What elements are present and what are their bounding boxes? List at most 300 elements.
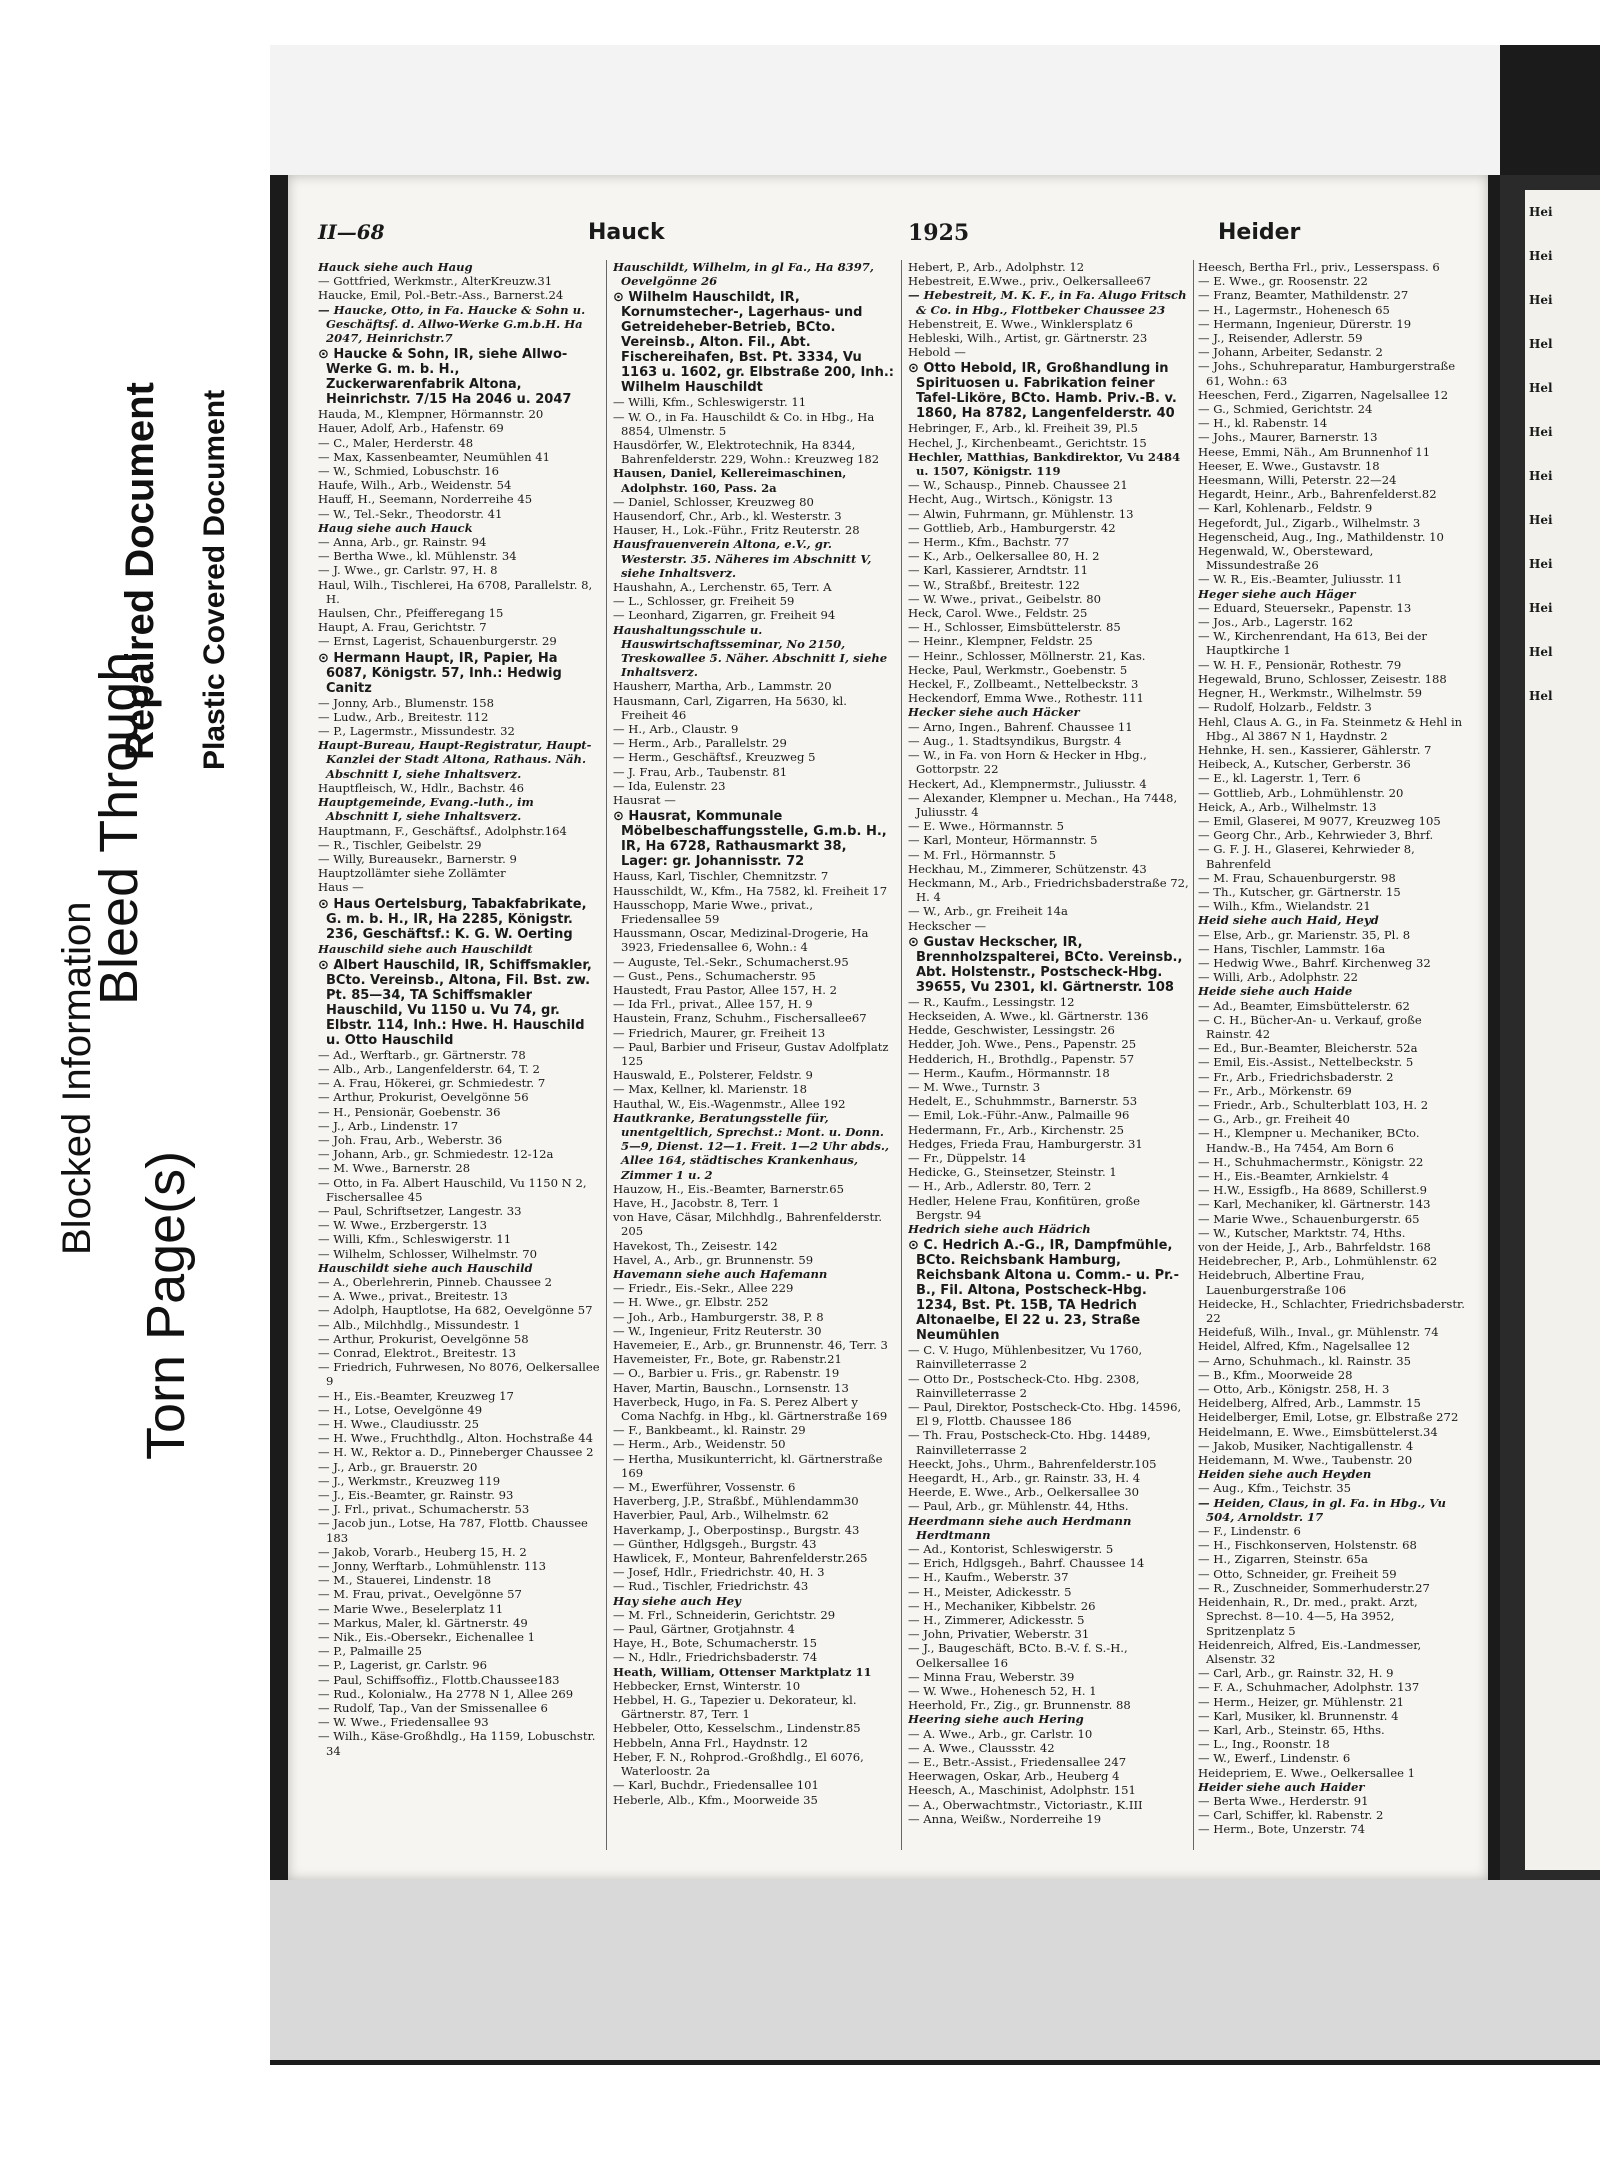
directory-entry: — Ludw., Arb., Breitestr. 112 <box>318 709 489 724</box>
directory-entry: Hegenwald, W., Obersteward, Missundestraße 26 <box>1198 544 1374 573</box>
directory-entry: — E. Wwe., Hörmannstr. 5 <box>908 819 1064 834</box>
directory-entry: — Auguste, Tel.-Sekr., Schumacherst.95 <box>613 954 849 969</box>
directory-entry: Heid siehe auch Haid, Heyd <box>1198 913 1379 928</box>
directory-entry: Haul, Wilh., Tischlerei, Ha 6708, Parallelstr. 8, H. <box>318 577 593 606</box>
facing-page-text: Hei <box>1529 469 1553 483</box>
directory-entry: — Otto, in Fa. Albert Hauschild, Vu 1150 N 2, Fischersallee 45 <box>318 1175 587 1204</box>
directory-entry: — Daniel, Schlosser, Kreuzweg 80 <box>613 494 814 509</box>
directory-entry: Heidel, Alfred, Kfm., Nagelsallee 12 <box>1198 1339 1411 1354</box>
facing-page-text: Hel <box>1529 645 1553 659</box>
directory-entry: Hegefordt, Jul., Zigarb., Wilhelmstr. 3 <box>1198 515 1421 530</box>
directory-entry: — Karl, Buchdr., Friedensallee 101 <box>613 1778 819 1793</box>
directory-entry: Hay siehe auch Hey <box>613 1593 741 1608</box>
directory-entry: — G., Schmied, Gerichtstr. 24 <box>1198 402 1373 417</box>
directory-entry: — Jakob, Musiker, Nachtigallenstr. 4 <box>1198 1438 1414 1453</box>
directory-entry: — Friedrich, Fuhrwesen, No 8076, Oelkersallee 9 <box>318 1360 600 1389</box>
directory-entry: Hedderich, H., Brothdlg., Papenstr. 57 <box>908 1051 1135 1066</box>
directory-entry: — Gottfried, Werkmstr., AlterKreuzw.31 <box>318 274 553 289</box>
directory-entry: Hechler, Matthias, Bankdirektor, Vu 2484 u. 1507, Königstr. 119 <box>908 449 1181 479</box>
directory-entry: — Karl, Mechaniker, kl. Gärtnerstr. 143 <box>1198 1197 1431 1212</box>
directory-entry: — L., Ing., Roonstr. 18 <box>1198 1737 1330 1752</box>
directory-entry: — H., Kaufm., Weberstr. 37 <box>908 1570 1069 1585</box>
directory-entry: — H. W., Rektor a. D., Pinneberger Chaussee 2 <box>318 1445 594 1460</box>
directory-entry: — Friedr., Eis.-Sekr., Allee 229 <box>613 1281 794 1296</box>
directory-entry: — P., Lagerist, gr. Carlstr. 96 <box>318 1658 488 1673</box>
directory-entry: — P., Lagermstr., Missundestr. 32 <box>318 724 515 739</box>
directory-entry: — W., Tel.-Sekr., Theodorstr. 41 <box>318 506 503 521</box>
directory-entry: — W. Wwe., Friedensallee 93 <box>318 1715 489 1730</box>
directory-entry: — Johs., Schuhreparatur, Hamburgerstraße 61, Wohn.: 63 <box>1198 359 1456 388</box>
right-keyword: Heider <box>1218 220 1301 245</box>
directory-entry: Heckmann, M., Arb., Friedrichsbaderstraße 72, H. 4 <box>908 875 1189 905</box>
facing-page-text: Hei <box>1529 425 1553 439</box>
directory-entry: — Josef, Hdlr., Friedrichstr. 40, H. 3 <box>613 1565 825 1580</box>
directory-entry: Heerwagen, Oskar, Arb., Heuberg 4 <box>908 1769 1120 1784</box>
directory-entry: Haver, Martin, Bauschn., Lornsenstr. 13 <box>613 1380 849 1395</box>
directory-entry: Heckert, Ad., Klempnermstr., Juliusstr. 4 <box>908 776 1147 791</box>
directory-entry: Hebleski, Wilh., Artist, gr. Gärtnerstr. 23 <box>908 331 1148 346</box>
page-number: II—68 <box>318 220 385 244</box>
facing-page-fragment <box>1525 190 1600 1870</box>
directory-entry: Hechel, J., Kirchenbeamt., Gerichtstr. 15 <box>908 435 1147 450</box>
directory-entry: ⊙ Haus Oertelsburg, Tabakfabrikate, G. m. b. H., IR, Ha 2285, Königstr. 236, Geschäftsf.: K. G. W. Oerting <box>318 896 587 942</box>
directory-entry: Hauptfleisch, W., Hdlr., Bachstr. 46 <box>318 780 525 795</box>
directory-entry: — H., Schlosser, Eimsbüttelerstr. 85 <box>908 620 1121 635</box>
directory-entry: — Leonhard, Zigarren, gr. Freiheit 94 <box>613 608 836 623</box>
facing-page-text: Hei <box>1529 293 1553 307</box>
directory-entry: Havekost, Th., Zeisestr. 142 <box>613 1238 778 1253</box>
directory-entry: Heiden siehe auch Heyden <box>1198 1467 1372 1482</box>
directory-entry: Havemann siehe auch Hafemann <box>613 1266 828 1281</box>
directory-entry: ⊙ Gustav Heckscher, IR, Brennholzspalterei, BCto. Vereinsb., Abt. Holstenstr., Postscheck-Hbg. 39655, Vu 2301, kl. Gärtnerstr. 108 <box>908 934 1183 995</box>
directory-entry: — Wilhelm, Schlosser, Wilhelmstr. 70 <box>318 1246 537 1261</box>
directory-entry: — H., Zimmerer, Adickesstr. 5 <box>908 1613 1085 1628</box>
directory-entry: — H., Eis.-Beamter, Arnkielstr. 4 <box>1198 1169 1389 1183</box>
directory-entry: ⊙ Wilhelm Hauschildt, IR, Kornumstecher-, Lagerhaus- und Getreideheber-Betrieb, BCto. Vereinsb., Alton. Fil., Abt. Fischereihafen, Bst. Pt. 3334, Vu 1163 u. 1602, gr. Elbstraße 200, Inh.: Wilhelm Hauschildt <box>613 290 894 396</box>
directory-entry: — W., Arb., gr. Freiheit 14a <box>908 904 1068 919</box>
directory-entry: Heckhau, M., Zimmerer, Schützenstr. 43 <box>908 861 1147 876</box>
directory-entry: — P., Palmaille 25 <box>318 1644 423 1659</box>
directory-entry: — H. Wwe., Claudiusstr. 25 <box>318 1417 480 1431</box>
directory-entry: Hebringer, F., Arb., kl. Freiheit 39, Pl.5 <box>908 421 1139 436</box>
directory-entry: — H., Lotse, Oevelgönne 49 <box>318 1402 483 1417</box>
directory-entry: — O., Barbier u. Fris., gr. Rabenstr. 19 <box>613 1366 840 1381</box>
directory-entry: — Alb., Milchhdlg., Missundestr. 1 <box>318 1317 521 1332</box>
directory-entry: Hauschildt, Wilhelm, in gl Fa., Ha 8397, Oevelgönne 26 <box>613 260 874 289</box>
directory-entry: — Joh. Frau, Arb., Weberstr. 36 <box>318 1132 503 1147</box>
directory-entry: Haverberg, J.P., Straßbf., Mühlendamm30 <box>613 1494 859 1509</box>
directory-entry: — Willi, Kfm., Schleswigerstr. 11 <box>318 1232 512 1247</box>
directory-entry: — Herm., Kaufm., Hörmannstr. 18 <box>908 1065 1110 1080</box>
facing-page-text: Hei <box>1529 205 1553 219</box>
directory-entry: — Johann, Arb., gr. Schmiedestr. 12-12a <box>318 1147 554 1162</box>
directory-entry: ⊙ C. Hedrich A.-G., IR, Dampfmühle, BCto. Reichsbank Hamburg, Reichsbank Altona u. Comm.- u. Pr.-B., Fil. Altona, Postscheck-Hbg. 1234, Bst. Pt. 15B, TA Hedrich Altonaelbe, El 22 u. 23, Straße Neumühlen <box>908 1238 1179 1344</box>
directory-entry: — Karl, Monteur, Hörmannstr. 5 <box>908 833 1098 848</box>
scan-bottom-margin <box>270 1880 1600 2060</box>
directory-entry: — Fr., Arb., Mörkenstr. 69 <box>1198 1083 1352 1098</box>
directory-entry: — H. Wwe., Fruchthdlg., Alton. Hochstraße 44 <box>318 1431 593 1446</box>
directory-entry: Heerde, E. Wwe., Arb., Oelkersallee 30 <box>908 1485 1139 1500</box>
directory-entry: — W. Wwe., privat., Geibelstr. 80 <box>908 591 1101 606</box>
facing-page-text: Hel <box>1529 689 1553 703</box>
directory-entry: — Carl, Arb., gr. Rainstr. 32, H. 9 <box>1198 1666 1394 1681</box>
directory-entry: Hedrich siehe auch Hädrich <box>908 1221 1091 1236</box>
directory-entry: — Marie Wwe., Beselerplatz 11 <box>318 1601 504 1616</box>
directory-entry: Heeckt, Johs., Uhrm., Bahrenfelderstr.105 <box>908 1456 1157 1471</box>
directory-entry: Hauda, M., Klempner, Hörmannstr. 20 <box>318 407 544 422</box>
directory-entry: — E., Betr.-Assist., Friedensallee 247 <box>908 1755 1127 1770</box>
directory-entry: Hauser, H., Lok.-Führ., Fritz Reuterstr. 28 <box>613 523 860 538</box>
directory-entry: Hausschopp, Marie Wwe., privat., Friedensallee 59 <box>613 897 814 926</box>
directory-entry: — C., Maler, Herderstr. 48 <box>318 435 474 450</box>
directory-entry: Hausdörfer, W., Elektrotechnik, Ha 8344, Bahrenfelderstr. 229, Wohn.: Kreuzweg 182 <box>613 438 880 467</box>
blocked-information-label: Blocked Information <box>55 901 99 1255</box>
directory-entry: Haulsen, Chr., Pfeifferegang 15 <box>318 606 504 621</box>
directory-entry: Heibeck, A., Kutscher, Gerberstr. 36 <box>1198 757 1411 772</box>
directory-entry: Haupt-Bureau, Haupt-Registratur, Haupt-Kanzlei der Stadt Altona, Rathaus. Näh. Abschnitt I, siehe Inhaltsverz. <box>318 738 592 781</box>
directory-entry: — W., Ingenieur, Fritz Reuterstr. 30 <box>613 1323 822 1338</box>
directory-entry: — Karl, Arb., Steinstr. 65, Hths. <box>1198 1722 1385 1737</box>
directory-entry: — Paul, Arb., gr. Mühlenstr. 44, Hths. <box>908 1499 1129 1514</box>
bleed-through-label: Bleed Through <box>89 651 149 1005</box>
directory-entry: — Gottlieb, Arb., Lohmühlenstr. 20 <box>1198 785 1404 800</box>
directory-entry: Haussmann, Oscar, Medizinal-Drogerie, Ha 3923, Friedensallee 6, Wohn.: 4 <box>613 926 869 955</box>
directory-entry: Hauss, Karl, Tischler, Chemnitzstr. 7 <box>613 869 829 884</box>
directory-entry: — Nik., Eis.-Obersekr., Eichenallee 1 <box>318 1630 535 1645</box>
directory-entry: Hedde, Geschwister, Lessingstr. 26 <box>908 1023 1115 1038</box>
directory-entry: — John, Privatier, Weberstr. 31 <box>908 1627 1090 1642</box>
directory-entry: Heidefuß, Wilh., Inval., gr. Mühlenstr. 74 <box>1198 1325 1439 1340</box>
directory-entry: Hedicke, G., Steinsetzer, Steinstr. 1 <box>908 1165 1117 1180</box>
directory-entry: Hauthal, W., Eis.-Wagenmstr., Allee 192 <box>613 1096 846 1111</box>
directory-entry: Hauzow, H., Eis.-Beamter, Barnerstr.65 <box>613 1181 844 1196</box>
directory-entry: Heidelberger, Emil, Lotse, gr. Elbstraße 272 <box>1198 1410 1459 1425</box>
directory-column-3 <box>908 260 1190 1860</box>
directory-entry: — H. Wwe., gr. Elbstr. 252 <box>613 1295 769 1310</box>
directory-entry: — Wilh., Käse-Großhdlg., Ha 1159, Lobuschstr. 34 <box>318 1729 596 1758</box>
directory-entry: — Alwin, Fuhrmann, gr. Mühlenstr. 13 <box>908 506 1134 521</box>
directory-entry: — G., Arb., gr. Freiheit 40 <box>1198 1112 1350 1127</box>
directory-entry: — W. H. F., Pensionär, Rothestr. 79 <box>1198 657 1402 672</box>
directory-entry: — J. Frau, Arb., Taubenstr. 81 <box>613 764 788 779</box>
directory-entry: Heerhold, Fr., Zig., gr. Brunnenstr. 88 <box>908 1698 1131 1713</box>
directory-entry: — E., kl. Lagerstr. 1, Terr. 6 <box>1198 771 1361 786</box>
directory-entry: — H., Zigarren, Steinstr. 65a <box>1198 1552 1368 1567</box>
directory-entry: — M. Frl., Schneiderin, Gerichtstr. 29 <box>613 1607 836 1622</box>
directory-entry: — Minna Frau, Weberstr. 39 <box>908 1669 1075 1684</box>
directory-entry: — Willy, Bureausekr., Barnerstr. 9 <box>318 851 517 866</box>
directory-entry: — C. V. Hugo, Mühlenbesitzer, Vu 1760, Rainvilleterrasse 2 <box>908 1343 1143 1372</box>
directory-entry: — J., Eis.-Beamter, gr. Rainstr. 93 <box>318 1488 514 1503</box>
directory-entry: Heering siehe auch Hering <box>908 1712 1084 1727</box>
directory-entry: Heckel, F., Zollbeamt., Nettelbeckstr. 3 <box>908 677 1139 692</box>
directory-entry: Heck, Carol. Wwe., Feldstr. 25 <box>908 606 1088 621</box>
directory-entry: — J. Frl., privat., Schumacherstr. 53 <box>318 1502 530 1517</box>
directory-entry: Hawlicek, F., Monteur, Bahrenfelderstr.265 <box>613 1551 868 1566</box>
facing-page-text: Hel <box>1529 381 1553 395</box>
left-keyword: Hauck <box>588 220 665 245</box>
directory-entry: Have, H., Jacobstr. 8, Terr. 1 <box>613 1195 780 1210</box>
directory-entry: Hedler, Helene Frau, Konfitüren, große Bergstr. 94 <box>908 1193 1140 1222</box>
directory-entry: — B., Kfm., Moorweide 28 <box>1198 1367 1353 1382</box>
directory-entry: — Friedrich, Maurer, gr. Freiheit 13 <box>613 1025 826 1040</box>
directory-entry: Hausmann, Carl, Zigarren, Ha 5630, kl. Freiheit 46 <box>613 693 847 722</box>
directory-entry: Hedelt, E., Schuhmmstr., Barnerstr. 53 <box>908 1094 1138 1109</box>
directory-entry: — Karl, Kohlenarb., Feldstr. 9 <box>1198 501 1373 516</box>
directory-entry: — J., Arb., Lindenstr. 17 <box>318 1118 459 1133</box>
directory-entry: — Friedr., Arb., Schulterblatt 103, H. 2 <box>1198 1097 1429 1112</box>
directory-column-2 <box>613 260 895 1860</box>
directory-entry: — Alexander, Klempner u. Mechan., Ha 7448, Juliusstr. 4 <box>908 790 1178 819</box>
directory-entry: Hedges, Frieda Frau, Hamburgerstr. 31 <box>908 1136 1143 1151</box>
directory-entry: — Günther, Hdlgsgeh., Burgstr. 43 <box>613 1536 817 1551</box>
directory-entry: — Otto, Schneider, gr. Freiheit 59 <box>1198 1566 1397 1581</box>
directory-entry: Heidelmann, E. Wwe., Eimsbüttelerst.34 <box>1198 1424 1438 1439</box>
directory-entry: Heesch, A., Maschinist, Adolphstr. 151 <box>908 1783 1136 1798</box>
directory-entry: — H., Meister, Adickesstr. 5 <box>908 1584 1072 1599</box>
directory-entry: — Carl, Schiffer, kl. Rabenstr. 2 <box>1198 1808 1384 1823</box>
directory-entry: — J., Baugeschäft, BCto. B.-V. f. S.-H., Oelkersallee 16 <box>908 1641 1128 1670</box>
directory-entry: — Aug., 1. Stadtsyndikus, Burgstr. 4 <box>908 733 1122 748</box>
directory-entry: Hauptmann, F., Geschäftsf., Adolphstr.164 <box>318 823 567 838</box>
directory-entry: Havemeister, Fr., Bote, gr. Rabenstr.21 <box>613 1352 842 1367</box>
directory-entry: — Marie Wwe., Schauenburgerstr. 65 <box>1198 1211 1420 1226</box>
directory-entry: — Th., Kutscher, gr. Gärtnerstr. 15 <box>1198 884 1401 899</box>
directory-entry: — Ed., Bur.-Beamter, Bleicherstr. 52a <box>1198 1041 1418 1056</box>
directory-entry: Heidecke, H., Schlachter, Friedrichsbaderstr. 22 <box>1198 1296 1465 1326</box>
directory-entry: Heidemann, M. Wwe., Taubenstr. 20 <box>1198 1453 1413 1468</box>
directory-entry: — Arthur, Prokurist, Oevelgönne 58 <box>318 1331 529 1346</box>
directory-entry: Heidenreich, Alfred, Eis.-Landmesser, Alsenstr. 32 <box>1198 1637 1422 1666</box>
directory-entry: Haufe, Wilh., Arb., Weidenstr. 54 <box>318 478 512 493</box>
directory-entry: von der Heide, J., Arb., Bahrfeldstr. 168 <box>1198 1240 1431 1255</box>
directory-entry: — F., Bankbeamt., kl. Rainstr. 29 <box>613 1423 806 1438</box>
directory-entry: — Herm., Bote, Unzerstr. 74 <box>1198 1822 1365 1837</box>
directory-entry: Hausherr, Martha, Arb., Lammstr. 20 <box>613 679 832 694</box>
directory-entry: — Erich, Hdlgsgeh., Bahrf. Chaussee 14 <box>908 1556 1145 1571</box>
directory-entry: Heckscher — <box>908 918 987 933</box>
directory-entry: — M. Frau, Schauenburgerstr. 98 <box>1198 870 1396 885</box>
directory-entry: — Haucke, Otto, in Fa. Haucke & Sohn u. Geschäftsf. d. Allwo-Werke G.m.b.H. Ha 2047, Heinrichstr.7 <box>318 302 586 346</box>
directory-entry: Heidepriem, E. Wwe., Oelkersallee 1 <box>1198 1765 1416 1780</box>
directory-entry: — Heinr., Klempner, Feldstr. 25 <box>908 634 1093 649</box>
directory-page <box>288 175 1488 1880</box>
directory-entry: — Emil, Lok.-Führ.-Anw., Palmaille 96 <box>908 1108 1130 1123</box>
directory-entry: Hauschildt siehe auch Hauschild <box>318 1260 533 1275</box>
directory-entry: — A., Oberlehrerin, Pinneb. Chaussee 2 <box>318 1274 553 1289</box>
directory-entry: Hauer, Adolf, Arb., Hafenstr. 69 <box>318 421 504 436</box>
directory-entry: — Paul, Direktor, Postscheck-Cto. Hbg. 14596, El 9, Flottb. Chaussee 186 <box>908 1400 1182 1429</box>
directory-entry: — F. A., Schuhmacher, Adolphstr. 137 <box>1198 1680 1420 1695</box>
directory-entry: Haupt, A. Frau, Gerichtstr. 7 <box>318 620 487 635</box>
directory-entry: — H., Mechaniker, Kibbelstr. 26 <box>908 1598 1096 1613</box>
directory-entry: — Karl, Kassierer, Arndtstr. 11 <box>908 563 1089 578</box>
directory-entry: — Willi, Arb., Adolphstr. 22 <box>1198 970 1358 985</box>
year: 1925 <box>908 220 970 246</box>
directory-entry: — W., Straßbf., Breitestr. 122 <box>908 577 1080 592</box>
directory-entry: — Emil, Eis.-Assist., Nettelbeckstr. 5 <box>1198 1055 1414 1070</box>
directory-entry: — Franz, Beamter, Mathildenstr. 27 <box>1198 288 1409 303</box>
directory-entry: Hebbecker, Ernst, Winterstr. 10 <box>613 1678 801 1693</box>
directory-entry: Heesmann, Willi, Peterstr. 22—24 <box>1198 473 1397 488</box>
directory-entry: Haucke, Emil, Pol.-Betr.-Ass., Barnerst.24 <box>318 288 564 303</box>
directory-entry: — J. Wwe., gr. Carlstr. 97, H. 8 <box>318 563 498 578</box>
directory-entry: Hegner, H., Werkmstr., Wilhelmstr. 59 <box>1198 686 1423 701</box>
directory-entry: — Max, Kassenbeamter, Neumühlen 41 <box>318 449 550 464</box>
directory-entry: — K., Arb., Oelkersallee 80, H. 2 <box>908 549 1100 564</box>
directory-entry: — W., Kutscher, Marktstr. 74, Hths. <box>1198 1225 1406 1240</box>
directory-entry: — H., Schuhmachermstr., Königstr. 22 <box>1198 1154 1424 1169</box>
directory-entry: — H., kl. Rabenstr. 14 <box>1198 416 1328 431</box>
directory-entry: ⊙ Hausrat, Kommunale Möbelbeschaffungsstelle, G.m.b. H., IR, Ha 6728, Rathausmarkt 38, Lager: gr. Johannisstr. 72 <box>613 809 887 870</box>
directory-entry: — Johs., Maurer, Barnerstr. 13 <box>1198 430 1378 445</box>
directory-entry: Heidenhain, R., Dr. med., prakt. Arzt, Sprechst. 8—10. 4—5, Ha 3952, Spritzenplatz 5 <box>1198 1595 1418 1638</box>
directory-entry: Heide siehe auch Haide <box>1198 984 1353 999</box>
directory-entry: Haug siehe auch Hauck <box>318 520 473 535</box>
directory-entry: — A. Frau, Hökerei, gr. Schmiedestr. 7 <box>318 1076 546 1091</box>
directory-entry: — Hedwig Wwe., Bahrf. Kirchenweg 32 <box>1198 955 1431 970</box>
directory-entry: — Heinr., Schlosser, Möllnerstr. 21, Kas. <box>908 648 1146 663</box>
directory-entry: — Paul, Schriftsetzer, Langestr. 33 <box>318 1203 522 1218</box>
directory-entry: Hedermann, Fr., Arb., Kirchenstr. 25 <box>908 1122 1124 1137</box>
directory-entry: Haverbeck, Hugo, in Fa. S. Perez Albert y Coma Nachfg. in Hbg., kl. Gärtnerstraße 169 <box>613 1394 888 1424</box>
plastic-covered-document-label: Plastic Covered Document <box>198 389 231 770</box>
directory-entry: — Heiden, Claus, in gl. Fa. in Hbg., Vu 504, Arnoldstr. 17 <box>1198 1495 1446 1524</box>
directory-entry: — J., Reisender, Adlerstr. 59 <box>1198 331 1363 346</box>
directory-entry: Hecker siehe auch Häcker <box>908 705 1080 720</box>
directory-entry: — Th. Frau, Postscheck-Cto. Hbg. 14489, Rainvilleterrasse 2 <box>908 1428 1151 1457</box>
directory-columns <box>318 260 1468 1860</box>
directory-entry: — Eduard, Steuersekr., Papenstr. 13 <box>1198 600 1412 615</box>
directory-entry: — Ida Frl., privat., Allee 157, H. 9 <box>613 997 813 1012</box>
directory-entry: — W. O., in Fa. Hauschildt & Co. in Hbg., Ha 8854, Ulmenstr. 5 <box>613 409 875 438</box>
directory-entry: Hauck siehe auch Haug <box>318 260 473 274</box>
directory-entry: — J., Werkmstr., Kreuzweg 119 <box>318 1473 501 1488</box>
directory-column-1 <box>318 260 600 1860</box>
directory-entry: — A. Wwe., privat., Breitestr. 13 <box>318 1289 508 1304</box>
directory-entry: — W. Wwe., Erzbergerstr. 13 <box>318 1218 488 1233</box>
directory-entry: Haverbier, Paul, Arb., Wilhelmstr. 62 <box>613 1508 829 1523</box>
directory-entry: — Ad., Kontorist, Schleswigerstr. 5 <box>908 1542 1114 1557</box>
directory-entry: Haushahn, A., Lerchenstr. 65, Terr. A <box>613 580 832 595</box>
directory-entry: Hauptgemeinde, Evang.-luth., im Abschnitt I, siehe Inhaltsverz. <box>318 795 534 824</box>
directory-entry: — W., Ewerf., Lindenstr. 6 <box>1198 1751 1351 1766</box>
directory-entry: — Gottlieb, Arb., Hamburgerstr. 42 <box>908 520 1116 535</box>
directory-entry: — W., Kirchenrendant, Ha 613, Bei der Hauptkirche 1 <box>1198 629 1427 658</box>
directory-entry: Hauswald, E., Polsterer, Feldstr. 9 <box>613 1068 813 1083</box>
directory-entry: — Johann, Arbeiter, Sedanstr. 2 <box>1198 345 1383 360</box>
directory-entry: — Adolph, Hauptlotse, Ha 682, Oevelgönne 57 <box>318 1303 593 1318</box>
directory-entry: — Arno, Ingen., Bahrenf. Chaussee 11 <box>908 719 1133 734</box>
directory-entry: — R., Zuschneider, Sommerhuderstr.27 <box>1198 1580 1430 1595</box>
directory-entry: — M. Wwe., Barnerstr. 28 <box>318 1161 471 1176</box>
directory-entry: — M., Ewerführer, Vossenstr. 6 <box>613 1480 796 1495</box>
directory-entry: Hausschildt, W., Kfm., Ha 7582, kl. Freiheit 17 <box>613 883 888 898</box>
directory-entry: Heider siehe auch Haider <box>1198 1779 1365 1794</box>
directory-entry: — Berta Wwe., Herderstr. 91 <box>1198 1793 1369 1808</box>
directory-entry: — G. F. J. H., Glaserei, Kehrwieder 8, Bahrenfeld <box>1198 842 1415 871</box>
directory-entry: Hauptzollämter siehe Zollämter <box>318 866 506 881</box>
facing-page-text: Hel <box>1529 337 1553 351</box>
directory-entry: — A. Wwe., Arb., gr. Carlstr. 10 <box>908 1726 1093 1741</box>
directory-entry: — Jonny, Arb., Blumenstr. 158 <box>318 695 495 710</box>
directory-entry: — Fr., Düppelstr. 14 <box>908 1150 1026 1165</box>
directory-entry: — Gust., Pens., Schumacherstr. 95 <box>613 968 816 983</box>
directory-entry: Havel, A., Arb., gr. Brunnenstr. 59 <box>613 1252 814 1267</box>
directory-entry: — Conrad, Elektrot., Breitestr. 13 <box>318 1345 516 1360</box>
directory-entry: — Bertha Wwe., kl. Mühlenstr. 34 <box>318 549 517 564</box>
directory-entry: — R., Kaufm., Lessingstr. 12 <box>908 994 1075 1009</box>
directory-entry: Hecke, Paul, Werkmstr., Goebenstr. 5 <box>908 662 1128 677</box>
directory-entry: ⊙ Albert Hauschild, IR, Schiffsmakler, BCto. Vereinsb., Altona, Fil. Bst. zw. Pt. 85—34, TA Schiffsmakler Hauschild, Vu 1150 u. Vu 74, gr. Elbstr. 114, Inh.: Hwe. H. Hauschild u. Otto Hauschild <box>318 957 592 1048</box>
directory-entry: Heidebrecher, P., Arb., Lohmühlenstr. 62 <box>1198 1254 1438 1269</box>
directory-entry: — L., Schlosser, gr. Freiheit 59 <box>613 594 795 609</box>
directory-entry: — E. Wwe., gr. Roosenstr. 22 <box>1198 274 1368 289</box>
directory-entry: — J., Arb., gr. Brauerstr. 20 <box>318 1459 478 1474</box>
directory-entry: — Joh., Arb., Hamburgerstr. 38, P. 8 <box>613 1309 824 1324</box>
directory-entry: — Hans, Tischler, Lammstr. 16a <box>1198 941 1386 956</box>
directory-entry: Heeschen, Ferd., Zigarren, Nagelsallee 12 <box>1198 387 1449 402</box>
directory-entry: Hebenstreit, E. Wwe., Winklersplatz 6 <box>908 316 1133 331</box>
directory-entry: Hebbeln, Anna Frl., Haydnstr. 12 <box>613 1735 808 1750</box>
directory-entry: — A. Wwe., Claussstr. 42 <box>908 1740 1055 1755</box>
facing-page-text: Hei <box>1529 601 1553 615</box>
directory-entry: — Paul, Schiffsoffiz., Flottb.Chaussee183 <box>318 1672 560 1687</box>
directory-entry: ⊙ Hermann Haupt, IR, Papier, Ha 6087, Königstr. 57, Inh.: Hedwig Canitz <box>318 650 562 696</box>
directory-entry: — Anna, Arb., gr. Rainstr. 94 <box>318 535 487 550</box>
directory-entry: Hauschild siehe auch Hauschildt <box>318 941 533 956</box>
directory-entry: — H., Arb., Claustr. 9 <box>613 722 739 737</box>
directory-entry: — Rud., Tischler, Friedrichstr. 43 <box>613 1579 809 1594</box>
directory-entry: Heidebruch, Albertine Frau, Lauenburgerstraße 106 <box>1198 1268 1365 1297</box>
directory-entry: — H.W., Essigfb., Ha 8689, Schillerst.9 <box>1198 1183 1427 1198</box>
directory-entry: Hausendorf, Chr., Arb., kl. Westerstr. 3 <box>613 509 842 524</box>
directory-entry: — H., Klempner u. Mechaniker, BCto. Handw.-B., Ha 7454, Am Born 6 <box>1198 1126 1420 1155</box>
sidebar <box>0 0 270 2177</box>
directory-entry: — W. Wwe., Hohenesch 52, H. 1 <box>908 1684 1097 1699</box>
directory-entry: — Ida, Eulenstr. 23 <box>613 778 726 793</box>
directory-entry: — Hermann, Ingenieur, Dürerstr. 19 <box>1198 316 1412 331</box>
directory-entry: Hebbeler, Otto, Kesselschm., Lindenstr.85 <box>613 1721 861 1736</box>
directory-entry: — Jakob, Vorarb., Heuberg 15, H. 2 <box>318 1544 527 1559</box>
directory-entry: Heger siehe auch Häger <box>1198 586 1356 601</box>
facing-page-text: Hei <box>1529 557 1553 571</box>
directory-entry: Heerdmann siehe auch Herdmann Herdtmann <box>908 1513 1132 1542</box>
directory-entry: Haustein, Franz, Schuhm., Fischersallee67 <box>613 1011 867 1026</box>
directory-entry: — Jacob jun., Lotse, Ha 787, Flottb. Chaussee 183 <box>318 1516 588 1545</box>
directory-entry: — Fr., Arb., Friedrichsbaderstr. 2 <box>1198 1069 1394 1084</box>
page-header <box>318 220 1468 250</box>
directory-entry: — Alb., Arb., Langenfelderstr. 64, T. 2 <box>318 1061 540 1076</box>
directory-entry: Hedder, Joh. Wwe., Pens., Papenstr. 25 <box>908 1037 1137 1052</box>
directory-entry: — Jos., Arb., Lagerstr. 162 <box>1198 615 1354 630</box>
directory-entry: Hecht, Aug., Wirtsch., Königstr. 13 <box>908 492 1113 507</box>
directory-entry: Heeser, E. Wwe., Gustavstr. 18 <box>1198 458 1380 473</box>
directory-entry: Heegardt, H., Arb., gr. Rainstr. 33, H. 4 <box>908 1471 1141 1486</box>
directory-entry: — Herm., Kfm., Bachstr. 77 <box>908 535 1070 550</box>
directory-entry: — H., Fischkonserven, Holstenstr. 68 <box>1198 1538 1417 1553</box>
directory-entry: — Max, Kellner, kl. Marienstr. 18 <box>613 1082 808 1097</box>
directory-entry: — W., Schausp., Pinneb. Chaussee 21 <box>908 478 1128 493</box>
directory-entry: Haus — <box>318 880 364 895</box>
directory-entry: — F., Lindenstr. 6 <box>1198 1524 1301 1539</box>
directory-entry: — Anna, Weißw., Norderreihe 19 <box>908 1811 1102 1826</box>
directory-entry: — Herm., Geschäftsf., Kreuzweg 5 <box>613 750 816 765</box>
directory-entry: Heick, A., Arb., Wilhelmstr. 13 <box>1198 799 1377 814</box>
directory-entry: Hautkranke, Beratungsstelle für, unentgeltlich, Sprechst.: Mont. u. Donn. 5—9, Dienst. 12—1. Freit. 1—2 Uhr abds., Allee 164, städtisches Krankenhaus, Zimmer 1 u. 2 <box>613 1110 890 1182</box>
directory-entry: Haye, H., Bote, Schumacherstr. 15 <box>613 1636 817 1651</box>
directory-entry: — Hebestreit, M. K. F., in Fa. Alugo Fritsch & Co. in Hbg., Flottbeker Chaussee 23 <box>908 288 1187 317</box>
